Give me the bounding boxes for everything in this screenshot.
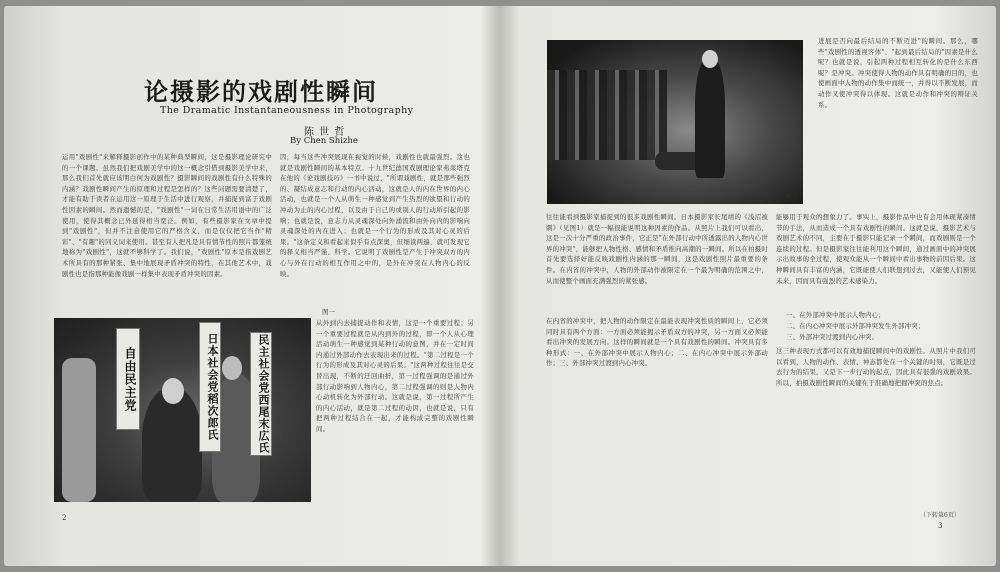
article-title-english: The Dramatic Instantaneousness in Photography [160,105,414,116]
author-name-english: By Chen Shizhe [290,136,358,146]
figure-2-label: 图二 [785,193,798,201]
right-text-column-top: 进展是否向最后结局的不断迈进"的瞬间。那么，哪些"戏剧性的透视客体"、"起到最后结局的"因素是什么呢？也就是说，引起两种过程相互转化的是什么东西呢？是冲突。冲突使得人物的动作具有明确的目的，也使画面中人物的动作集中而统一，并得以不断发展，而动作又使冲突得以体现。这就是动作和冲突的辩证关系。 [818,37,978,109]
left-text-column-1: 运用"戏剧性"来解释摄影创作中的某种典型瞬间，这是摄影理论研究中的一个课题。虽然我们把戏剧美学中的这一概念引借到摄影美学中来，那么我们首先就应该明白何为戏剧性？摄影瞬间的戏剧性有什么特殊的内涵？戏剧性瞬间产生的原理和过程是怎样的？这些问题需要清楚了，才能有助于读者在运用这一原理于生活中进行观察，并捕捉到富于戏剧性因素的瞬间。然而遗憾的是，"戏剧性"一词在日常生活用语中的广泛使用，使得其概念已外延得相当宽泛。例如，有些摄影家在文章中提到"戏剧性"，但并不注意使用它的严格含义，而是仅仅把它当作"精彩"、"有趣"的同义词来使用。甚至有人把凡是具有情节性的照片都笼统地称为"戏剧性"，这就不够科学了。我们说，"戏剧性"原本是指戏剧艺术所具有的那种紧张、集中地展现矛盾冲突的特性，在其他艺术中，戏剧性也是指那种能像戏剧一样集中表现矛盾冲突的因素。 [62,153,272,278]
figure-1-speaker-head [222,356,242,380]
left-text-column-2: 因，每当这些冲突展现在视觉的时候，戏剧性也就最强烈。这也就是戏剧性瞬间的基本特点。十九世纪德国戏剧理论家弗莱塔克在他的《论戏剧技巧》一书中说过，"所谓戏剧性，就是那些强烈的、凝结成意志和行动的内心活动，这就是人的内在世界的内心活动，也就是一个人从萌生一种感觉到产生热烈的欲望和行动的冲动为止的内心过程，以及由于自己的或别人的行动所引起的影响；也就是说，意志力从灵魂深处向外涌流和由外向内的影响向灵魂深处的内在进入；也就是一个行为的形成及其对心灵的后果。"这条定义和看起来似乎有点深奥，但细读两遍，就可发现它的释义相当严谨、科学。它说明了戏剧性是产生于冲突双方的内心与外在行动的相互作用之中的，是外在冲突在人物内心的反映。 [280,153,470,278]
figure-2-crowd [547,70,667,160]
figure-1-attacker [142,388,202,502]
right-text-column-b: 在内省的冲突中，把人物的动作限定在最能表现冲突性质的瞬间上，它必须同时具有两个方面：一方面必须能揭示矛盾双方的冲突，另一方面又必须能看出冲突的发展方向。这样的瞬间就是一个具有戏剧性的瞬间。冲突具有多种形式：一、在外部冲突中展示人物内心；二、在内心冲突中展示外部动作；三、外部冲突过渡到内心冲突。 [546,317,768,368]
figure-1-person-left [62,358,96,502]
figure-2-boxer-head [702,50,718,68]
right-text-column-a: 往往能看到摄影家捕捉到的很多戏剧性瞬间。日本摄影家长尾靖的《浅沼被刺》（见图1）就是一幅很能说明这种因素的作品。从照片上我们可以看出，这是一次十分严重的政治事件，它正是"在外部行动中所透露出的人物内心世界的冲突"，能够把人物性格、感情和矛盾推向高潮的一瞬间。所以在拍摄时首先要选择好能反映戏剧性内涵的那一瞬间，这是戏剧性照片最重要的条件。在内省的冲突中，人物的外部动作被限定在一个最为明确的范围之中，从而使整个画面充满强烈的紧张感。 [546,213,768,285]
right-page [500,6,996,566]
right-page-number: 3 [938,522,943,530]
left-page-number: 2 [62,514,67,522]
figure-1-banner-2: 日本社会党稻次郎氏 [199,322,221,452]
right-text-column-c: 能够用于观众的想象力了。事实上，摄影作品中也有会用体现紧凑情节的手法，从而造成一个具有戏剧性的瞬间。这就是说，摄影艺术与戏剧艺术的不同，主要在于摄影只能记录一个瞬间，而戏剧则是一个连续的过程。但是摄影家往往能利用这个瞬间，通过画面中的冲突展示出故事的全过程，使观众能从一个瞬间中看出事物的前因后果。这种瞬间具有丰富的内涵，它既能使人们联想到过去，又能使人们预见未来，因而具有强烈的艺术感染力。 [776,213,976,285]
continued-note: （下转第6页） [920,512,960,519]
figure-1-banner-1: 自由民主党 [116,328,140,430]
figure-1-label: 图一 [322,308,335,316]
figure-2-standing-boxer [695,58,725,178]
figure-1-banner-3: 民主社会党西尾末広氏 [250,332,272,456]
figure-1-photo [54,318,311,502]
list-item-2: 二、在内心冲突中展示外部冲突发生外部冲突； [786,322,925,330]
left-text-column-3: 从外到内去捕捉动作和表情，这是一个重要过程；另一个重要过程就是从内到外的过程，即一个人从心理活动萌生一种感觉到某种行动的意图，并在一定时间内通过外部动作去表现出来的过程。"第二过程是一个行为的形成及其对心灵的后果。"这两种过程往往是交替出现，不断的迂回曲折，第一过程强调的是通过外部行动影响到人物内心，第二过程强调的则是人物内心动机转化为外部行动。这就是说，第一过程所产生的内心活动，就是第二过程的动因，也就是说，只有把两种过程结合在一起，才能构成完整的戏剧性瞬间。 [316,319,474,433]
figure-2-photo [547,40,803,204]
article-title: 论摄影的戏剧性瞬间 [144,78,378,106]
magazine-spread [4,6,996,566]
list-item-1: 一、在外部冲突中展示人物内心； [786,311,885,319]
figure-1-head [162,378,184,404]
right-text-column-d: 这三种表现方式都可以有效地捕捉瞬间中的戏剧性。从照片中我们可以看到，人物的动作、表情、神态都处在一个关键的时刻，它既是过去行为的结果，又是下一步行动的起点，因此具有很强的戏剧效果。所以，拍摄戏剧性瞬间的关键在于准确地把握冲突的焦点。 [776,347,976,387]
left-page [4,6,500,566]
list-item-3: 三、外部冲突过渡到内心冲突。 [786,333,879,341]
author-name: 陈 世 哲 [304,127,346,138]
